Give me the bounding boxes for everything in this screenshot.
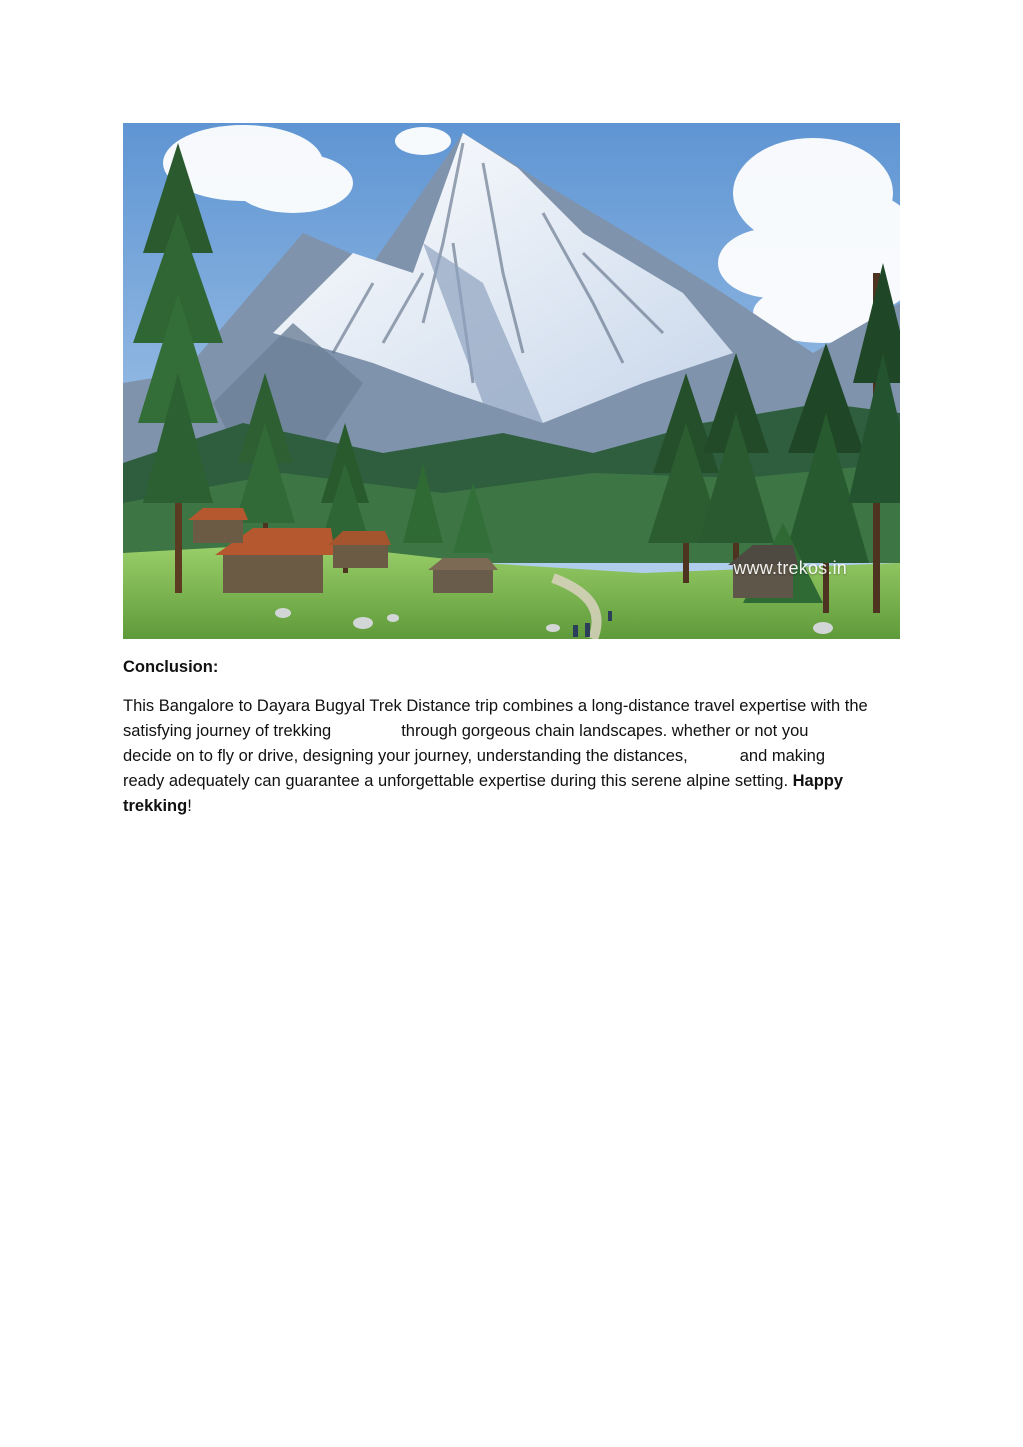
- closing-bold-happy: Happy: [792, 772, 844, 790]
- paragraph-line-3b: and making: [739, 747, 826, 765]
- closing-bold-trekking: trekking: [123, 797, 188, 815]
- paragraph-line-2a: satisfying journey of trekking: [123, 722, 332, 740]
- paragraph-line-3: [123, 744, 903, 769]
- watermark-text: www.trekos.in: [733, 558, 847, 578]
- paragraph-line-4: [123, 769, 903, 794]
- conclusion-paragraph: [123, 694, 903, 819]
- paragraph-line-2: [123, 719, 903, 744]
- paragraph-line-1: This Bangalore to Dayara Bugyal Trek Distance trip combines a long-distance travel expertise with the: [123, 697, 868, 715]
- paragraph-line-4a: ready adequately can guarantee a unforgettable expertise during this serene alpine setting.: [123, 772, 789, 790]
- paragraph-line-2b: through gorgeous chain landscapes. whether or not you: [401, 722, 809, 740]
- paragraph-line-5: [123, 794, 903, 819]
- closing-punctuation: !: [187, 797, 192, 815]
- hero-image: [123, 123, 900, 639]
- paragraph-line-3a: decide on to fly or drive, designing your journey, understanding the distances,: [123, 747, 688, 765]
- conclusion-heading: Conclusion:: [123, 658, 219, 676]
